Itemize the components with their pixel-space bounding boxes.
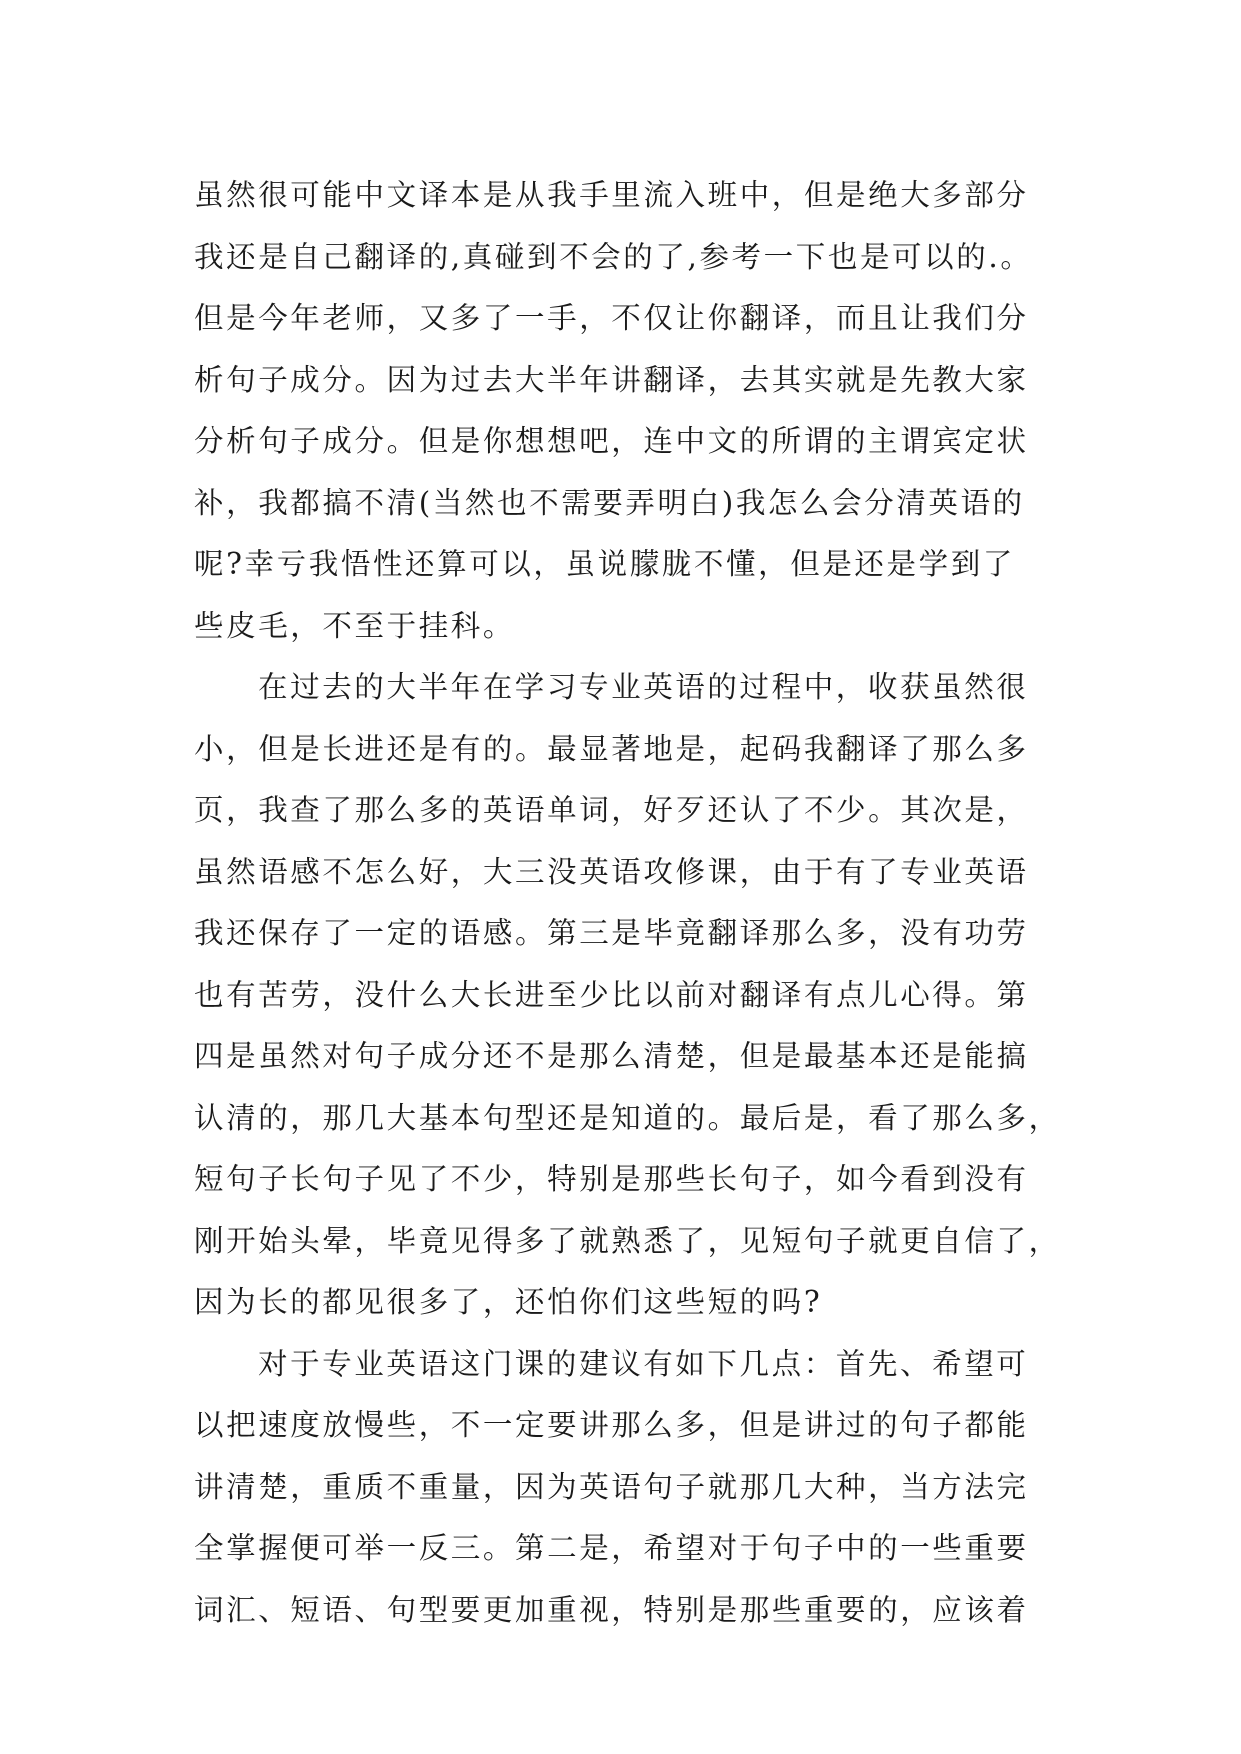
text-line: 也有苦劳，没什么大长进至少比以前对翻译有点儿心得。第 [194,977,1029,1012]
text-line: 析句子成分。因为过去大半年讲翻译，去其实就是先教大家 [194,362,1029,397]
text-line: 因为长的都见很多了，还怕你们这些短的吗? [194,1285,823,1319]
text-line: 词汇、短语、句型要更加重视，特别是那些重要的，应该着 [194,1592,1029,1627]
text-line: 补，我都搞不清(当然也不需要弄明白)我怎么会分清英语的 [194,485,1025,520]
text-line: 我还保存了一定的语感。第三是毕竟翻译那么多，没有功劳 [194,916,1029,950]
text-line: 些皮毛，不至于挂科。 [194,608,516,643]
text-line: 刚开始头晕，毕竟见得多了就熟悉了，见短句子就更自信了， [194,1223,1061,1258]
text-line: 虽然语感不怎么好，大三没英语攻修课，由于有了专业英语 [194,854,1029,889]
text-line: 分析句子成分。但是你想想吧，连中文的所谓的主谓宾定状 [194,424,1029,458]
text-line: 短句子长句子见了不少，特别是那些长句子，如今看到没有 [194,1162,1029,1196]
text-line: 在过去的大半年在学习专业英语的过程中，收获虽然很 [258,670,1029,704]
text-line: 以把速度放慢些，不一定要讲那么多，但是讲过的句子都能 [194,1408,1029,1442]
text-line: 讲清楚，重质不重量，因为英语句子就那几大种，当方法完 [194,1469,1029,1504]
text-line: 我还是自己翻译的,真碰到不会的了,参考一下也是可以的.。 [194,239,1033,274]
text-line: 四是虽然对句子成分还不是那么清楚，但是最基本还是能搞 [194,1039,1029,1073]
text-line: 呢?幸亏我悟性还算可以，虽说朦胧不懂，但是还是学到了 [194,547,1015,581]
text-line: 但是今年老师，又多了一手，不仅让你翻译，而且让我们分 [194,301,1029,335]
text-line: 虽然很可能中文译本是从我手里流入班中，但是绝大多部分 [194,178,1029,212]
text-line: 对于专业英语这门课的建议有如下几点：首先、希望可 [258,1346,1029,1381]
text-line: 认清的，那几大基本句型还是知道的。最后是，看了那么多， [194,1100,1061,1135]
text-line: 页，我查了那么多的英语单词，好歹还认了不少。其次是， [194,793,1029,827]
text-line: 小，但是长进还是有的。最显著地是，起码我翻译了那么多 [194,731,1029,766]
body-text [194,165,1094,1641]
text-line: 全掌握便可举一反三。第二是，希望对于句子中的一些重要 [194,1531,1029,1565]
